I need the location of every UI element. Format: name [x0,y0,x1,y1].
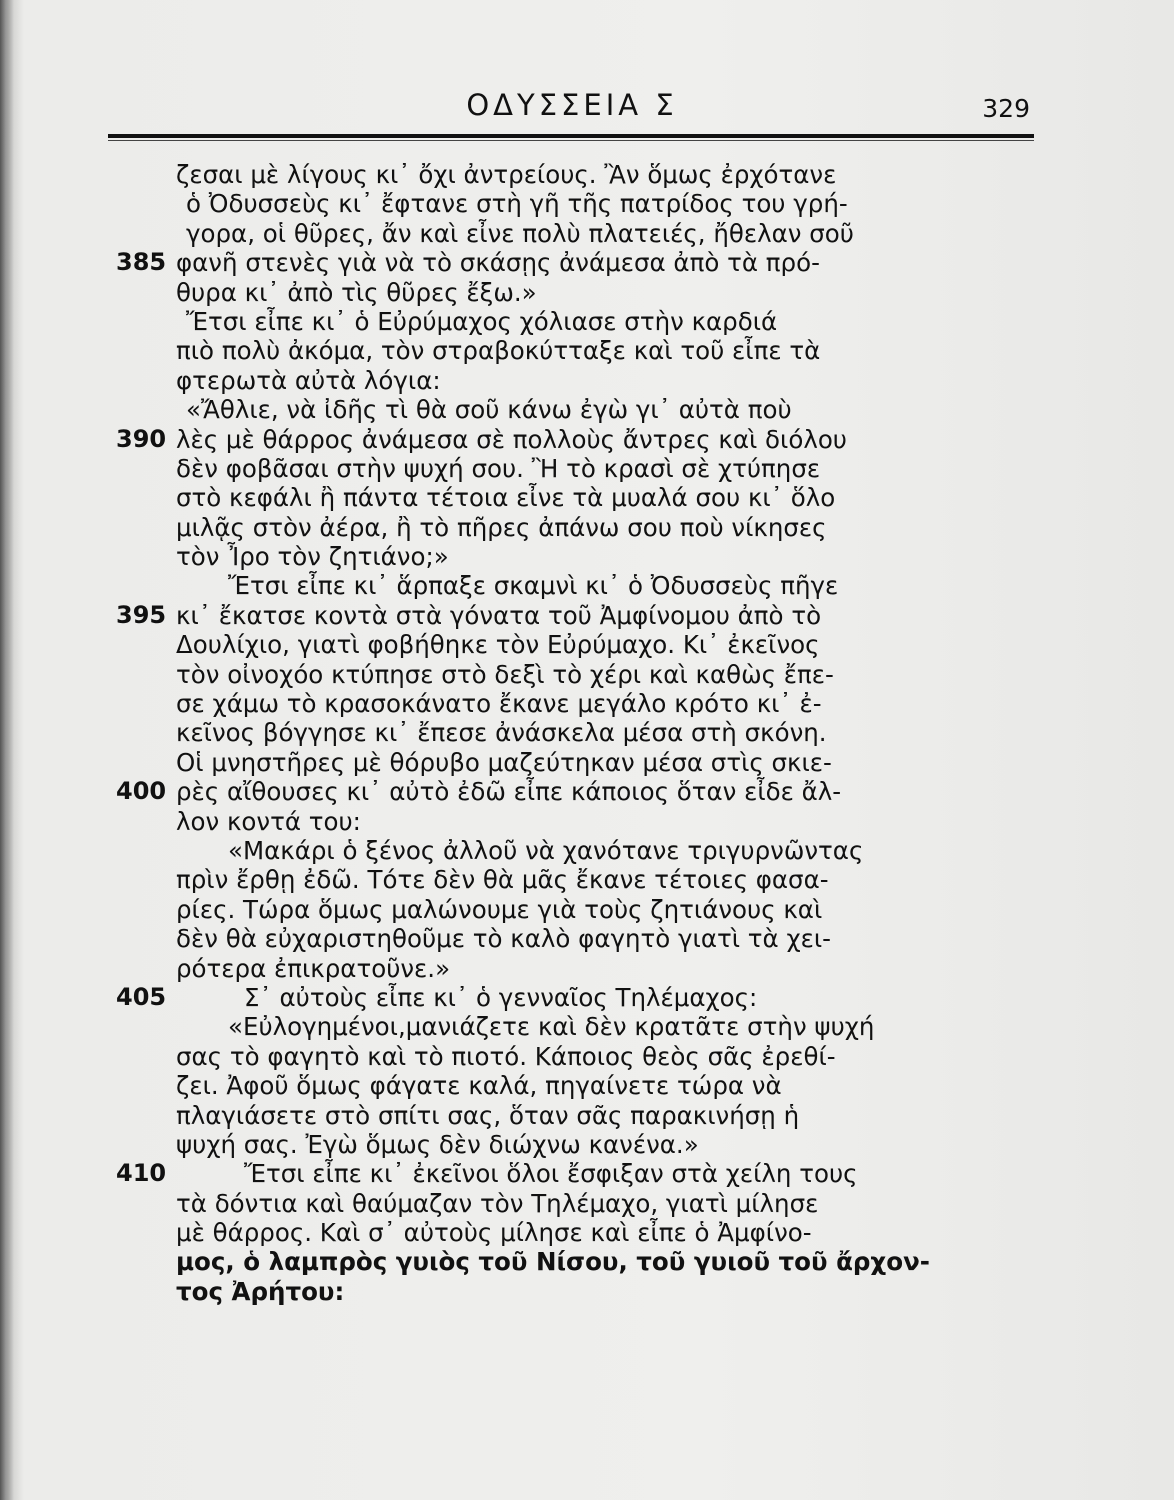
text-line [116,777,1046,807]
line-text: μὲ θάρρος. Καὶ σ᾿ αὐτοὺς μίλησε καὶ εἶπε ὁ Ἀμφίνο- [176,1218,812,1248]
line-text: δὲν θὰ εὐχαριστηθοῦμε τὸ καλὸ φαγητὸ γιατὶ τὰ χει- [176,924,832,954]
line-text: ρὲς αἴθουσες κι᾿ αὐτὸ ἐδῶ εἶπε κάποιος ὅταν εἶδε ἄλ- [176,777,842,807]
line-text: λὲς μὲ θάρρος ἀνάμεσα σὲ πολλοὺς ἄντρες καὶ διόλου [176,424,847,454]
text-line [176,630,1046,659]
text-line [176,1130,1046,1159]
line-text: τὸν Ἶρο τὸν ζητιάνο;» [176,542,449,572]
text-line [176,336,1046,365]
text-line [176,483,1046,512]
line-text: «Μακάρι ὁ ξένος ἀλλοῦ νὰ χανότανε τριγυρνῶντας [228,835,864,865]
text-line [176,924,1046,953]
text-line [176,865,1046,894]
line-text: πρὶν ἔρθῃ ἐδῶ. Τότε δὲν θὰ μᾶς ἔκανε τέτοιες φασα- [176,865,829,895]
body-text [116,160,1046,1306]
line-text: θυρα κι᾿ ἀπὸ τὶς θῦρες ἔξω.» [176,277,537,307]
text-line [176,1277,1046,1306]
line-number: 390 [116,424,167,453]
text-line [176,836,1046,865]
text-line [176,189,1046,218]
text-line [176,160,1046,189]
line-text: «Εὐλογημένοι,μανιάζετε καὶ δὲν κρατᾶτε στὴν ψυχή [228,1012,875,1042]
line-text: λον κοντά του: [176,806,361,836]
page-number: 329 [982,94,1030,123]
line-text: στὸ κεφάλι ἢ πάντα τέτοια εἶνε τὰ μυαλά σου κι᾿ ὅλο [176,483,836,513]
line-text: ζεσαι μὲ λίγους κι᾿ ὄχι ἀντρείους. Ἂν ὅμως ἐρχότανε [176,160,837,189]
text-line [176,1042,1046,1071]
line-text: τος Ἀρήτου: [176,1276,345,1306]
text-line [176,718,1046,747]
header-rule [108,134,1034,138]
gutter-shadow [0,0,14,1500]
line-text: Δουλίχιο, γιατὶ φοβήθηκε τὸν Εὐρύμαχο. Κι᾿ ἐκεῖνος [176,630,820,660]
line-text: ζει. Ἀφοῦ ὅμως φάγατε καλά, πηγαίνετε τώρα νὰ [176,1071,782,1101]
line-text: κι᾿ ἔκατσε κοντὰ στὰ γόνατα τοῦ Ἀμφίνομου ἀπὸ τὸ [176,600,822,630]
line-text: σας τὸ φαγητὸ καὶ τὸ πιοτό. Κάποιος θεὸς σᾶς ἐρεθί- [176,1041,836,1071]
text-line [176,1101,1046,1130]
page-header [108,88,1036,134]
line-text: ρίες. Τώρα ὅμως μαλώνουμε γιὰ τοὺς ζητιάνους καὶ [176,894,823,924]
text-line [116,600,1046,630]
text-line [176,542,1046,571]
text-line [176,660,1046,689]
line-text: «Ἄθλιε, νὰ ἰδῆς τὶ θὰ σοῦ κάνω ἐγὼ γι᾿ αὐτὰ ποὺ [186,395,792,425]
line-text: τὰ δόντια καὶ θαύμαζαν τὸν Τηλέμαχο, γιατὶ μίλησε [176,1188,819,1218]
text-line [176,748,1046,777]
text-line [176,1247,1046,1276]
text-line [176,1218,1046,1247]
line-text: γορα, οἱ θῦρες, ἄν καὶ εἶνε πολὺ πλατειές, ἤθελαν σοῦ [186,218,854,248]
text-line [176,513,1046,542]
line-text: τὸν οἰνοχόο κτύπησε στὸ δεξὶ τὸ χέρι καὶ καθὼς ἔπε- [176,659,834,689]
line-text: Οἱ μνηστῆρες μὲ θόρυβο μαζεύτηκαν μέσα στὶς σκιε- [176,747,832,777]
line-number: 400 [116,777,167,806]
text-line [176,895,1046,924]
text-line [176,1012,1046,1041]
line-text: ὁ Ὀδυσσεὺς κι᾿ ἔφτανε στὴ γῆ τῆς πατρίδος του γρή- [186,189,848,219]
line-text: μος, ὁ λαμπρὸς γυιὸς τοῦ Νίσου, τοῦ γυιοῦ τοῦ ἄρχον- [176,1247,930,1277]
line-text: φτερωτὰ αὐτὰ λόγια: [176,365,441,395]
line-number: 385 [116,248,167,277]
text-line [176,366,1046,395]
line-text: σε χάμω τὸ κρασοκάνατο ἔκανε μεγάλο κρότο κι᾿ ἐ- [176,689,822,719]
line-text: ρότερα ἐπικρατοῦνε.» [176,953,451,983]
text-line [116,248,1046,278]
line-number: 395 [116,600,167,629]
text-line [116,982,1046,1012]
text-line [176,454,1046,483]
running-title: ΟΔΥΣΣΕΙΑ Σ [466,88,678,122]
text-line [116,1159,1046,1189]
text-line [176,395,1046,424]
line-text: πιὸ πολὺ ἀκόμα, τὸν στραβοκύτταξε καὶ τοῦ εἶπε τὰ [176,336,821,366]
line-text: Ἔτσι εἶπε κι᾿ ὁ Εὐρύμαχος χόλιασε στὴν καρδιά [186,306,778,336]
line-text: Σ᾿ αὐτοὺς εἶπε κι᾿ ὁ γενναῖος Τηλέμαχος: [244,982,758,1012]
text-line [176,954,1046,983]
line-text: φανῆ στενὲς γιὰ νὰ τὸ σκάσῃς ἀνάμεσα ἀπὸ τὰ πρό- [176,248,820,278]
text-line [116,424,1046,454]
text-line [176,571,1046,600]
line-number: 405 [116,982,167,1011]
header-rule-thin [108,140,1034,141]
text-line [176,1071,1046,1100]
line-number: 410 [116,1159,167,1188]
line-text: ψυχή σας. Ἐγὼ ὅμως δὲν διώχνω κανένα.» [176,1129,699,1159]
text-line [176,307,1046,336]
text-line [176,689,1046,718]
line-text: μιλᾷς στὸν ἀέρα, ἢ τὸ πῆρες ἀπάνω σου ποὺ νίκησες [176,512,827,542]
line-text: πλαγιάσετε στὸ σπίτι σας, ὅταν σᾶς παρακινήσῃ ἡ [176,1100,800,1130]
line-text: Ἔτσι εἶπε κι᾿ ἐκεῖνοι ὅλοι ἔσφιξαν στὰ χείλη τους [244,1159,858,1189]
line-text: δὲν φοβᾶσαι στὴν ψυχή σου. Ἢ τὸ κρασὶ σὲ χτύπησε [176,453,821,483]
text-line [176,278,1046,307]
text-line [176,219,1046,248]
text-line [176,807,1046,836]
line-text: Ἔτσι εἶπε κι᾿ ἅρπαξε σκαμνὶ κι᾿ ὁ Ὀδυσσεὺς πῆγε [228,571,839,601]
text-line [176,1189,1046,1218]
line-text: κεῖνος βόγγησε κι᾿ ἔπεσε ἀνάσκελα μέσα στὴ σκόνη. [176,718,827,748]
